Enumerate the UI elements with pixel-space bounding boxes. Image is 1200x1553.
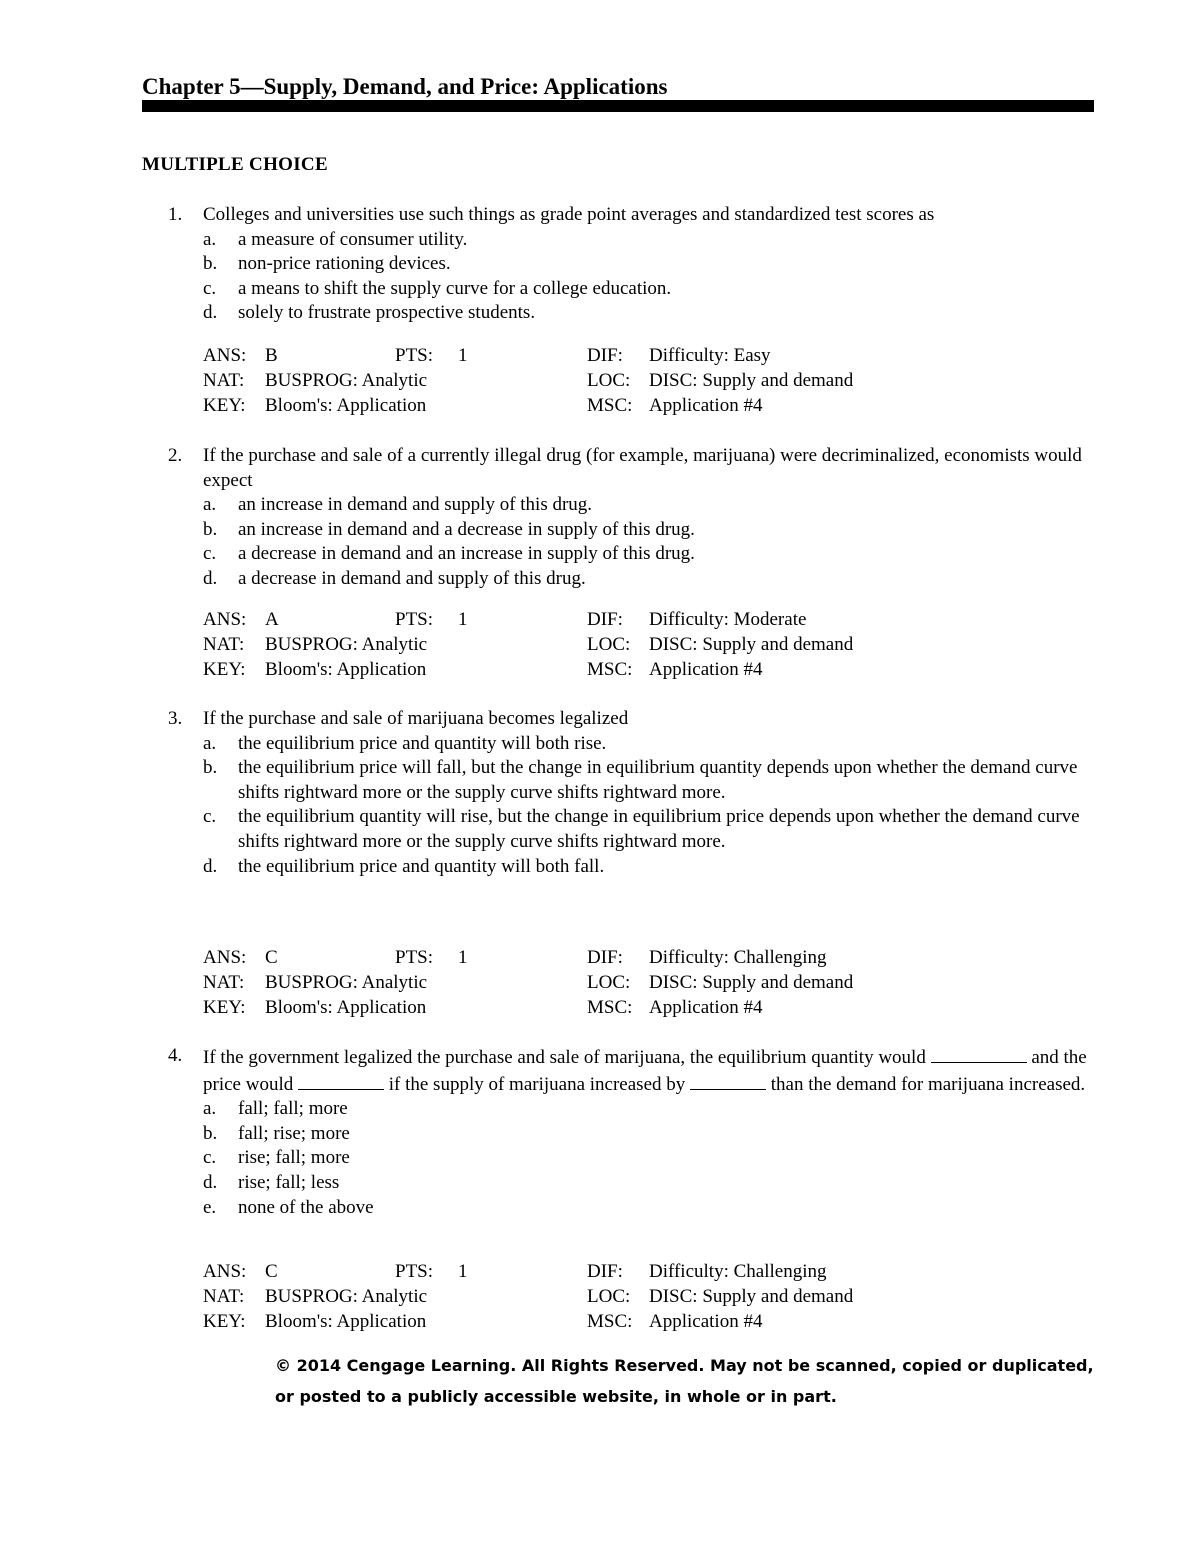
choice-a bbox=[203, 493, 1088, 518]
nat-label: NAT: bbox=[203, 972, 245, 993]
choice-c bbox=[203, 805, 1088, 854]
question-2-meta bbox=[203, 607, 963, 682]
loc-label: LOC: bbox=[587, 972, 631, 993]
stem-part-3: if the supply of marijuana increased by bbox=[388, 1073, 686, 1095]
answer-blank-1 bbox=[931, 1044, 1027, 1063]
choice-text: a measure of consumer utility. bbox=[238, 228, 468, 250]
choice-text: rise; fall; more bbox=[238, 1147, 350, 1169]
pts-label: PTS: bbox=[395, 609, 434, 630]
question-4 bbox=[168, 1044, 1088, 1220]
choice-b bbox=[203, 756, 1088, 805]
choice-b bbox=[203, 1122, 1088, 1147]
choice-d bbox=[203, 301, 1088, 326]
dif-label: DIF: bbox=[587, 1261, 623, 1282]
choice-a bbox=[203, 228, 1088, 253]
chapter-title: Chapter 5—Supply, Demand, and Price: Applications bbox=[142, 74, 668, 99]
dif-value: Difficulty: Challenging bbox=[649, 1261, 827, 1282]
nat-label: NAT: bbox=[203, 634, 245, 655]
choice-letter: b. bbox=[203, 518, 218, 540]
dif-value: Difficulty: Easy bbox=[649, 345, 771, 366]
msc-value: Application #4 bbox=[649, 395, 763, 416]
choice-letter: b. bbox=[203, 757, 218, 779]
key-label: KEY: bbox=[203, 997, 246, 1018]
copyright-notice bbox=[275, 1350, 1105, 1412]
answer-blank-3 bbox=[690, 1071, 766, 1090]
loc-label: LOC: bbox=[587, 1286, 631, 1307]
choice-letter: d. bbox=[203, 567, 218, 589]
stem-part-4: than the demand for marijuana increased. bbox=[770, 1073, 1086, 1095]
key-value: Bloom's: Application bbox=[265, 1311, 427, 1332]
dif-label: DIF: bbox=[587, 609, 623, 630]
pts-value: 1 bbox=[458, 1261, 468, 1282]
choice-text: an increase in demand and supply of this drug. bbox=[238, 494, 593, 516]
key-label: KEY: bbox=[203, 395, 246, 416]
choice-letter: c. bbox=[203, 277, 217, 299]
ans-value: B bbox=[265, 345, 278, 366]
copyright-line-2: or posted to a publicly accessible website, in whole or in part. bbox=[275, 1387, 837, 1406]
nat-value: BUSPROG: Analytic bbox=[265, 1286, 428, 1307]
question-number: 3. bbox=[168, 708, 183, 729]
answer-blank-2 bbox=[298, 1071, 384, 1090]
loc-value: DISC: Supply and demand bbox=[649, 1286, 854, 1307]
pts-value: 1 bbox=[458, 345, 468, 366]
question-3 bbox=[168, 707, 1088, 879]
ans-label: ANS: bbox=[203, 1261, 247, 1282]
choice-text: the equilibrium quantity will rise, but the change in equilibrium price depends upon whether the demand curve shifts rightward more or the supply curve shifts rightward more. bbox=[238, 806, 1080, 852]
question-number: 4. bbox=[168, 1045, 183, 1066]
msc-label: MSC: bbox=[587, 1311, 633, 1332]
stem-part-1: If the government legalized the purchase and sale of marijuana, the equilibrium quantity would bbox=[203, 1047, 926, 1068]
copyright-line-1: © 2014 Cengage Learning. All Rights Reserved. May not be scanned, copied or duplicated, bbox=[275, 1356, 1094, 1375]
key-value: Bloom's: Application bbox=[265, 659, 427, 680]
loc-label: LOC: bbox=[587, 370, 631, 391]
dif-label: DIF: bbox=[587, 345, 623, 366]
choice-text: fall; fall; more bbox=[238, 1098, 348, 1120]
msc-value: Application #4 bbox=[649, 1311, 763, 1332]
choice-letter: d. bbox=[203, 1171, 218, 1193]
choice-letter: c. bbox=[203, 806, 217, 828]
question-4-meta bbox=[203, 1259, 963, 1334]
choice-d bbox=[203, 567, 1088, 592]
loc-value: DISC: Supply and demand bbox=[649, 370, 854, 391]
loc-label: LOC: bbox=[587, 634, 631, 655]
question-number: 1. bbox=[168, 204, 183, 225]
question-stem bbox=[203, 1044, 1088, 1097]
ans-label: ANS: bbox=[203, 609, 247, 630]
choice-d bbox=[203, 855, 1088, 880]
choice-letter: a. bbox=[203, 228, 217, 250]
choice-text: a decrease in demand and an increase in supply of this drug. bbox=[238, 543, 695, 565]
dif-value: Difficulty: Challenging bbox=[649, 947, 827, 968]
choice-letter: a. bbox=[203, 494, 217, 516]
dif-value: Difficulty: Moderate bbox=[649, 609, 807, 630]
msc-label: MSC: bbox=[587, 997, 633, 1018]
choice-letter: b. bbox=[203, 1122, 218, 1144]
question-1-meta bbox=[203, 343, 963, 418]
msc-value: Application #4 bbox=[649, 997, 763, 1018]
pts-value: 1 bbox=[458, 947, 468, 968]
question-1 bbox=[168, 203, 1088, 326]
choice-letter: a. bbox=[203, 732, 217, 754]
choice-e bbox=[203, 1196, 1088, 1221]
key-value: Bloom's: Application bbox=[265, 395, 427, 416]
msc-label: MSC: bbox=[587, 659, 633, 680]
title-rule bbox=[142, 100, 1094, 112]
question-stem: If the purchase and sale of marijuana becomes legalized bbox=[203, 708, 629, 729]
choice-text: the equilibrium price and quantity will both rise. bbox=[238, 732, 607, 754]
choice-text: the equilibrium price will fall, but the change in equilibrium quantity depends upon whether the demand curve shifts rightward more or the supply curve shifts rightward more. bbox=[238, 757, 1078, 803]
msc-value: Application #4 bbox=[649, 659, 763, 680]
choice-letter: d. bbox=[203, 302, 218, 324]
pts-label: PTS: bbox=[395, 345, 434, 366]
nat-value: BUSPROG: Analytic bbox=[265, 972, 428, 993]
choice-text: rise; fall; less bbox=[238, 1171, 340, 1193]
nat-value: BUSPROG: Analytic bbox=[265, 370, 428, 391]
choice-d bbox=[203, 1171, 1088, 1196]
choice-letter: a. bbox=[203, 1098, 217, 1120]
choice-b bbox=[203, 518, 1088, 543]
question-2 bbox=[168, 444, 1088, 592]
choice-text: solely to frustrate prospective students. bbox=[238, 302, 536, 324]
choice-c bbox=[203, 542, 1088, 567]
nat-label: NAT: bbox=[203, 370, 245, 391]
choice-a bbox=[203, 1097, 1088, 1122]
choice-c bbox=[203, 1146, 1088, 1171]
choice-b bbox=[203, 252, 1088, 277]
choice-text: a means to shift the supply curve for a college education. bbox=[238, 277, 672, 299]
choice-text: a decrease in demand and supply of this drug. bbox=[238, 567, 586, 589]
key-label: KEY: bbox=[203, 659, 246, 680]
dif-label: DIF: bbox=[587, 947, 623, 968]
loc-value: DISC: Supply and demand bbox=[649, 634, 854, 655]
choice-a bbox=[203, 732, 1088, 757]
pts-label: PTS: bbox=[395, 947, 434, 968]
question-stem: Colleges and universities use such things as grade point averages and standardized test scores as bbox=[203, 204, 935, 225]
ans-value: A bbox=[265, 609, 279, 630]
choice-letter: d. bbox=[203, 855, 218, 877]
choice-text: none of the above bbox=[238, 1196, 374, 1218]
choice-c bbox=[203, 277, 1088, 302]
nat-label: NAT: bbox=[203, 1286, 245, 1307]
choice-text: the equilibrium price and quantity will both fall. bbox=[238, 855, 605, 877]
key-value: Bloom's: Application bbox=[265, 997, 427, 1018]
pts-label: PTS: bbox=[395, 1261, 434, 1282]
choice-letter: e. bbox=[203, 1196, 217, 1218]
key-label: KEY: bbox=[203, 1311, 246, 1332]
pts-value: 1 bbox=[458, 609, 468, 630]
msc-label: MSC: bbox=[587, 395, 633, 416]
nat-value: BUSPROG: Analytic bbox=[265, 634, 428, 655]
question-number: 2. bbox=[168, 445, 183, 466]
choice-text: fall; rise; more bbox=[238, 1122, 350, 1144]
ans-label: ANS: bbox=[203, 947, 247, 968]
ans-value: C bbox=[265, 947, 278, 968]
question-stem: If the purchase and sale of a currently illegal drug (for example, marijuana) were decriminalized, economists would expect bbox=[203, 445, 1082, 491]
choice-letter: c. bbox=[203, 1147, 217, 1169]
loc-value: DISC: Supply and demand bbox=[649, 972, 854, 993]
choice-letter: b. bbox=[203, 253, 218, 275]
choice-text: an increase in demand and a decrease in supply of this drug. bbox=[238, 518, 695, 540]
stem-part-2: and the price would bbox=[203, 1047, 1087, 1095]
choice-text: non-price rationing devices. bbox=[238, 253, 451, 275]
question-3-meta bbox=[203, 945, 963, 1020]
ans-label: ANS: bbox=[203, 345, 247, 366]
choice-letter: c. bbox=[203, 543, 217, 565]
section-heading: MULTIPLE CHOICE bbox=[142, 154, 328, 175]
ans-value: C bbox=[265, 1261, 278, 1282]
